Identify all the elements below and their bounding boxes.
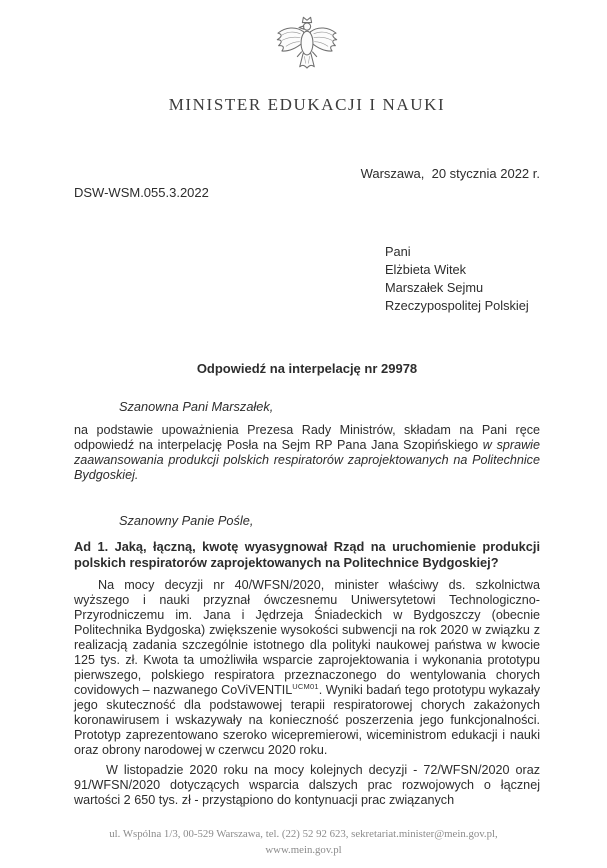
- place-date: Warszawa, 20 stycznia 2022 r.: [360, 166, 540, 181]
- recipient-line: Rzeczypospolitej Polskiej: [385, 298, 529, 313]
- intro-italic-case-title: w sprawie zaawansowania produkcji polskich respiratorów zaprojektowanych na Politechnice Bydgoskiej.: [74, 438, 540, 482]
- answer-1-text-start: Na mocy decyzji nr 40/WFSN/2020, minister właściwy ds. szkolnictwa wyższego i nauki przyznał ówczesnemu Uniwersytetowi Technologiczno-Przyrodniczemu im. Jana i Jędrzeja Śniadeckich w Bydgoszczy (obecnie Politechnika Bydgoska) zwiększenie wysokości subwencji na rok 2020 w związku z realizacją zadania szczególnie istotnego dla polityki naukowej państwa w kwocie 125 tys. zł. Kwota ta umożliwiła wsparcie zaprojektowania i wykonania prototypu pierwszego, polskiego respiratora przeznaczonego do wentylowania chorych covidowych – nazwanego CoViVENTIL: [74, 578, 540, 697]
- recipient-line: Pani: [385, 244, 411, 259]
- subject-line: Odpowiedź na interpelację nr 29978: [196, 361, 418, 376]
- intro-regular-text: na podstawie upoważnienia Prezesa Rady Ministrów, składam na Pani ręce odpowiedź na interpelację Posła na Sejm RP Pana Jana Szopińskiego: [74, 423, 540, 452]
- footer-website: www.mein.gov.pl: [265, 844, 342, 856]
- polish-eagle-emblem: [274, 12, 340, 82]
- reference-number: DSW-WSM.055.3.2022: [74, 185, 209, 200]
- answer-1-paragraph: [74, 578, 540, 758]
- recipient-line: Elżbieta Witek: [385, 262, 467, 277]
- intro-paragraph: [74, 423, 540, 483]
- respirator-model-superscript: UCM01: [292, 681, 319, 691]
- question-1-heading: Ad 1. Jaką, łączną, kwotę wyasygnował Rząd na uruchomienie produkcji polskich respiratorów zaprojektowanych na Politechnice Bydgoskiej?: [74, 539, 540, 570]
- salutation-marszalek: Szanowna Pani Marszałek,: [119, 399, 274, 414]
- footer-address: ul. Wspólna 1/3, 00-529 Warszawa, tel. (22) 52 92 623, sekretariat.minister@mein.gov.pl,: [109, 828, 498, 840]
- recipient-block: [385, 243, 540, 315]
- recipient-line: Marszałek Sejmu: [385, 280, 484, 295]
- answer-1-continuation-paragraph: W listopadzie 2020 roku na mocy kolejnych decyzji - 72/WFSN/2020 oraz 91/WFSN/2020 dotyczących wsparcia dalszych prac rozwojowych o łącznej wartości 2 650 tys. zł - przystąpiono do kontynuacji prac związanych: [74, 763, 540, 807]
- answer-1-text-end: . Wyniki badań tego prototypu wykazały jego skuteczność dla podstawowej terapii respiratorowej chorych zakażonych koronawirusem i wskazywały na konieczność poszerzenia jego funkcjonalności. Prototyp zaprezentowano szeroko wicepremierowi, wiceministrom edukacji i nauki oraz obrony narodowej w czerwcu 2020 roku.: [74, 683, 541, 757]
- ministry-title: MINISTER EDUKACJI I NAUKI: [168, 95, 446, 114]
- footer-block: [0, 826, 607, 858]
- salutation-posel: Szanowny Panie Pośle,: [119, 513, 254, 528]
